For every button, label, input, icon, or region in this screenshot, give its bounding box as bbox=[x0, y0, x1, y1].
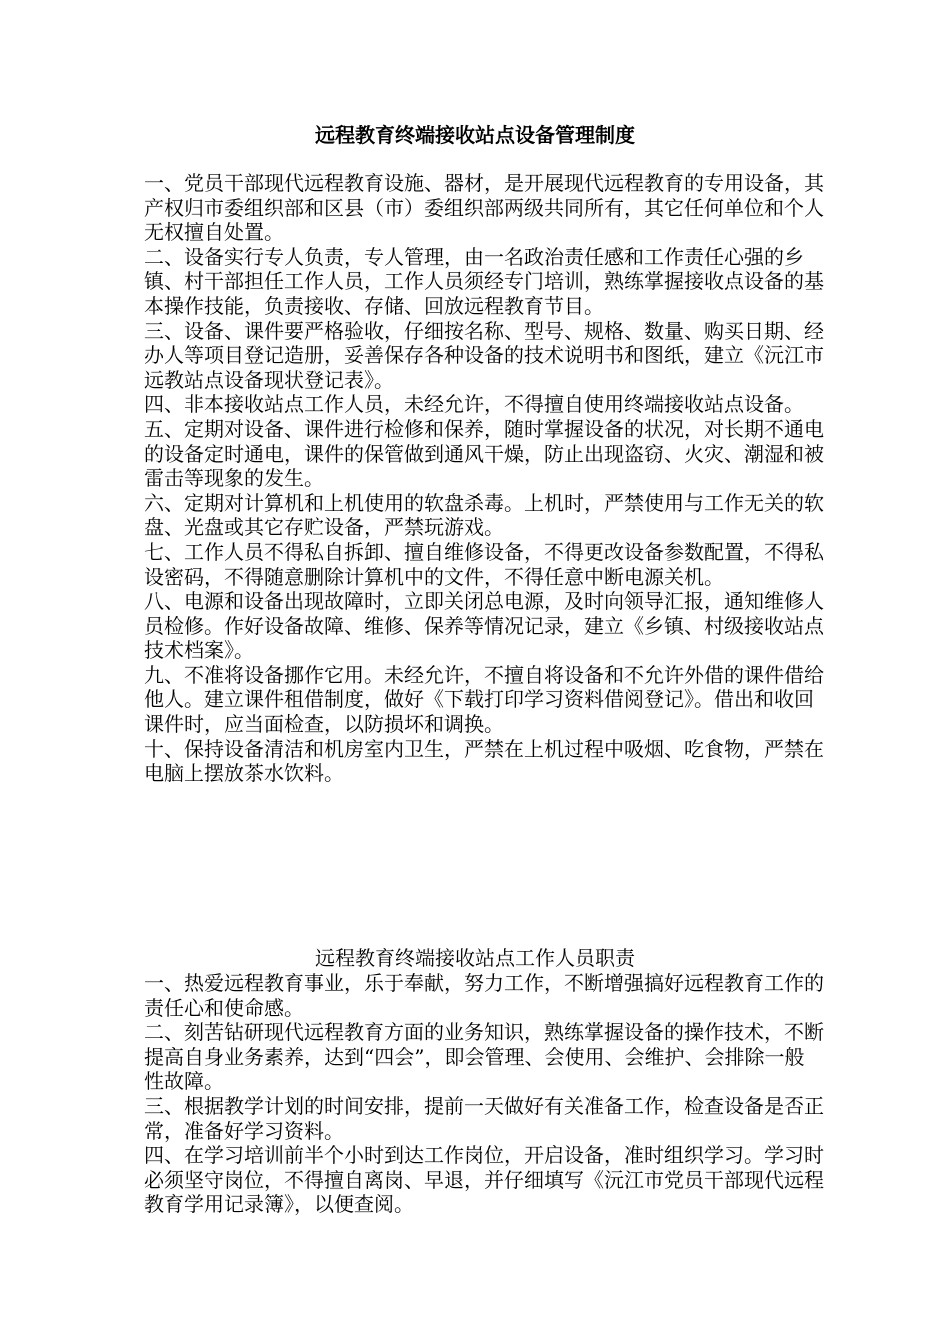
rule-item-2: 二、设备实行专人负责，专人管理，由一名政治责任感和工作责任心强的乡镇、村干部担任工作人员，工作人员须经专门培训，熟练掌握接收点设备的基本操作技能，负责接收、存储、回放远程教育节目。 bbox=[144, 244, 824, 318]
rule-item-7: 七、工作人员不得私自拆卸、擅自维修设备，不得更改设备参数配置，不得私设密码，不得随意删除计算机中的文件，不得任意中断电源关机。 bbox=[144, 539, 824, 589]
document-title-staff-duties: 远程教育终端接收站点工作人员职责 bbox=[315, 946, 635, 970]
equipment-rules-section bbox=[144, 171, 824, 786]
duty-item-4: 四、在学习培训前半个小时到达工作岗位，开启设备，准时组织学习。学习时必须坚守岗位，不得擅自离岗、早退，并仔细填写《沅江市党员干部现代远程教育学用记录簿》，以便查阅。 bbox=[144, 1143, 824, 1217]
rule-item-1: 一、党员干部现代远程教育设施、器材，是开展现代远程教育的专用设备，其产权归市委组织部和区县（市）委组织部两级共同所有，其它任何单位和个人无权擅自处置。 bbox=[144, 171, 824, 245]
staff-duties-section bbox=[144, 971, 824, 1217]
duty-item-3: 三、根据教学计划的时间安排，提前一天做好有关准备工作，检查设备是否正常，准备好学习资料。 bbox=[144, 1093, 824, 1143]
rule-item-3: 三、设备、课件要严格验收，仔细按名称、型号、规格、数量、购买日期、经办人等项目登记造册，妥善保存各种设备的技术说明书和图纸，建立《沅江市远教站点设备现状登记表》。 bbox=[144, 318, 824, 392]
duty-item-1: 一、热爱远程教育事业，乐于奉献，努力工作，不断增强搞好远程教育工作的责任心和使命感。 bbox=[144, 971, 824, 1020]
document-title-equipment-rules: 远程教育终端接收站点设备管理制度 bbox=[315, 123, 635, 147]
rule-item-8: 八、电源和设备出现故障时，立即关闭总电源，及时向领导汇报，通知维修人员检修。作好设备故障、维修、保养等情况记录，建立《乡镇、村级接收站点技术档案》。 bbox=[144, 589, 824, 663]
duty-item-2: 二、刻苦钻研现代远程教育方面的业务知识，熟练掌握设备的操作技术，不断提高自身业务素养，达到“四会”，即会管理、会使用、会维护、会排除一般性故障。 bbox=[144, 1020, 824, 1094]
rule-item-5: 五、定期对设备、课件进行检修和保养，随时掌握设备的状况，对长期不通电的设备定时通电，课件的保管做到通风干燥，防止出现盗窃、火灾、潮湿和被雷击等现象的发生。 bbox=[144, 416, 824, 491]
rule-item-6: 六、定期对计算机和上机使用的软盘杀毒。上机时，严禁使用与工作无关的软盘、光盘或其它存贮设备，严禁玩游戏。 bbox=[144, 490, 824, 540]
rule-item-10: 十、保持设备清洁和机房室内卫生，严禁在上机过程中吸烟、吃食物，严禁在电脑上摆放茶水饮料。 bbox=[144, 736, 824, 786]
rule-item-9: 九、不准将设备挪作它用。未经允许，不擅自将设备和不允许外借的课件借给他人。建立课件租借制度，做好《下载打印学习资料借阅登记》。借出和收回课件时，应当面检查，以防损坏和调换。 bbox=[144, 662, 824, 737]
rule-item-4: 四、非本接收站点工作人员，未经允许，不得擅自使用终端接收站点设备。 bbox=[144, 392, 804, 417]
